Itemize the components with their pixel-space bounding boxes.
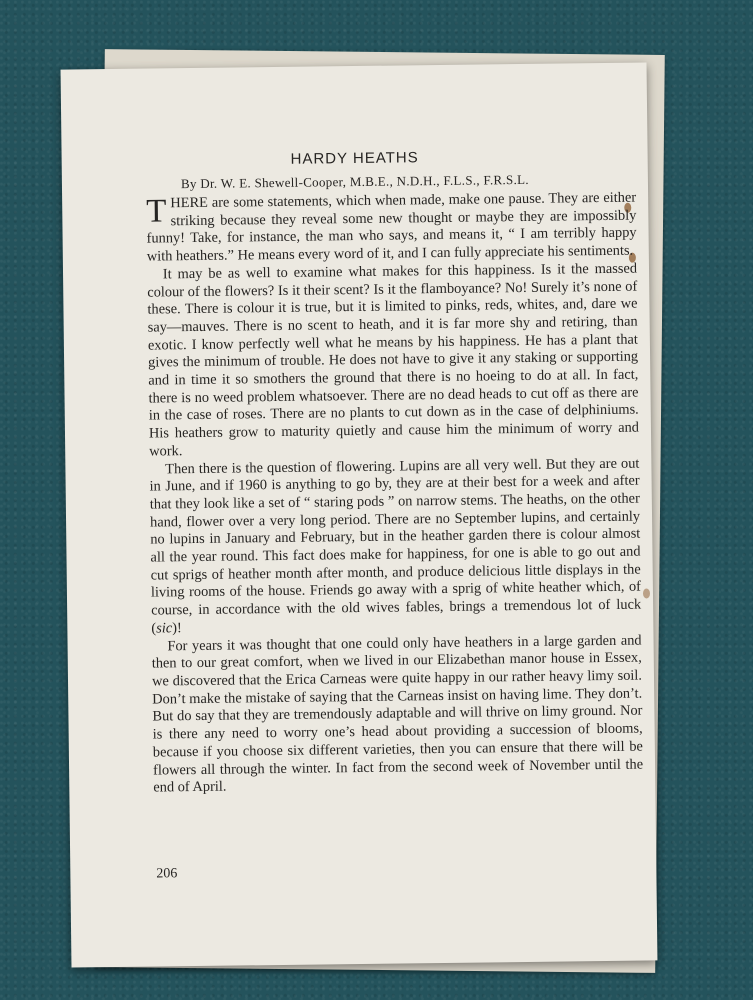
article-body bbox=[146, 190, 643, 798]
sic-italic: sic bbox=[156, 620, 173, 637]
article-title: HARDY HEATHS bbox=[290, 149, 419, 168]
paragraph-3-text: Then there is the question of flowering. Lupins are all very well. But they are out in June, and if 1960 is anything to go by, they are at their best for a week and after that they look like a set of “ staring pods ” on narrow stems. The heaths, on the other hand, flower over a very long period. There are no September lupins, and certainly no lupins in January and February, but in the heather garden there is colour almost all the year round. This fact does make for happiness, for one is able to go out and cut sprigs of heather month after month, and produce delicious little displays in the living rooms of the house. Friends go away with a sprig of white heather which, of course, in accordance with the old wives fables, brings a tremendous lot of luck ( bbox=[149, 455, 642, 637]
article-byline: By Dr. W. E. Shewell-Cooper, M.B.E., N.D.H., F.L.S., F.R.S.L. bbox=[180, 171, 529, 192]
paragraph-4: For years it was thought that one could only have heathers in a large garden and then to our great comfort, when we lived in our Elizabethan manor house in Essex, we discovered that the Erica Carneas were quite happy in our rather heavy limy soil. Don’t make the mistake of saying that the Carneas insist on having lime. They don’t. But do say that they are tremendously adaptable and will thrive on limy ground. Nor is there any need to worry one’s head about providing a succession of blooms, because if you choose six different varieties, then you can ensure that there will be flowers all through the winter. In fact from the second week of November until the end of April. bbox=[151, 632, 644, 796]
rust-spot bbox=[643, 588, 650, 598]
paragraph-3 bbox=[149, 455, 641, 638]
paragraph-3-end: )! bbox=[172, 620, 182, 637]
paragraph-2: It may be as well to examine what makes for this happiness. Is it the massed colour of the flowers? Is it their scent? Is it the flamboyance? No! Surely it’s none of these. There is colour it is true, but it is limited to pinks, reds, whites, and, dare we say—mauves. There is no scent to heath, and it is far more shy and retiring, than exotic. I know perfectly well what he means by his happiness. He has a plant that gives the minimum of trouble. He does not have to give it any staking or supporting and in time it so smothers the ground that there is no hoeing to do at all. In fact, there is no weed problem whatsoever. There are no dead heads to cut off as there are in the case of roses. There are no plants to cut down as in the case of delphiniums. His heathers grow to maturity quietly and cause him the minimum of worry and work. bbox=[147, 260, 640, 460]
page-number: 206 bbox=[156, 866, 178, 882]
paragraph-1 bbox=[146, 190, 637, 267]
paragraph-1-text: HERE are some statements, which when made, make one pause. They are either striking because they reveal some new thought or maybe they are impossibly funny! Take, for instance, the man who says, and means it, “ I am terribly happy with heathers.” He means every word of it, and I can fully appreciate his sentiments. bbox=[146, 189, 637, 265]
book-page bbox=[61, 62, 658, 967]
drop-cap: T bbox=[146, 193, 167, 230]
